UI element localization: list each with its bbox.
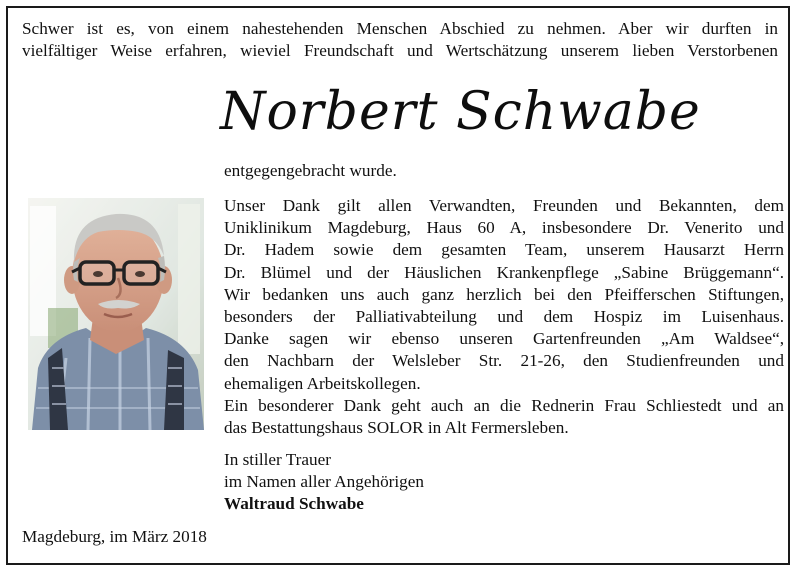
portrait-photo-icon xyxy=(28,198,204,430)
obituary-notice xyxy=(6,6,790,565)
thanks-line: ehemaligen Arbeitskollegen. xyxy=(224,373,421,393)
thanks-line: besonders der Palliativabteilung und dem Hospiz im Luisenhaus. xyxy=(224,307,784,327)
closing-block xyxy=(224,449,724,516)
thanks-line: Uniklinikum Magdeburg, Haus 60 A, insbesondere Dr. Venerito und xyxy=(224,218,784,238)
intro-line: vielfältiger Weise erfahren, wieviel Freundschaft und Wertschätzung unserem lieben Verstorbenen xyxy=(22,41,778,61)
thanks-line: Wir bedanken uns auch ganz herzlich bei den Pfeifferschen Stiftungen, xyxy=(224,284,784,304)
intro-continuation: entgegengebracht wurde. xyxy=(224,161,397,180)
closing-line: In stiller Trauer xyxy=(224,450,331,469)
thanks-line: Danke sagen wir ebenso unseren Gartenfreunden „Am Waldsee“, xyxy=(224,329,784,349)
signer-name: Waltraud Schwabe xyxy=(224,494,364,514)
place-date: Magdeburg, im März 2018 xyxy=(22,527,207,546)
portrait-photo xyxy=(28,198,204,430)
thanks-line: Dr. Hadem sowie dem gesamten Team, unserem Hausarzt Herrn xyxy=(224,240,784,260)
deceased-name: Norbert Schwabe xyxy=(220,82,701,142)
thanks-line: das Bestattungshaus SOLOR in Alt Fermersleben. xyxy=(224,418,569,438)
intro-paragraph xyxy=(22,18,778,62)
thanks-line: den Nachbarn der Welsleber Str. 21-26, den Studienfreunden und xyxy=(224,351,784,371)
thanks-line: Unser Dank gilt allen Verwandten, Freunden und Bekannten, dem xyxy=(224,196,784,215)
thanks-paragraph xyxy=(224,195,784,439)
thanks-line: Ein besonderer Dank geht auch an die Rednerin Frau Schliestedt und an xyxy=(224,395,784,415)
thanks-line: Dr. Blümel und der Häuslichen Krankenpflege „Sabine Brüggemann“. xyxy=(224,262,784,282)
intro-line: Schwer ist es, von einem nahestehenden Menschen Abschied zu nehmen. Aber wir durften in xyxy=(22,19,778,38)
closing-line: im Namen aller Angehörigen xyxy=(224,472,424,492)
